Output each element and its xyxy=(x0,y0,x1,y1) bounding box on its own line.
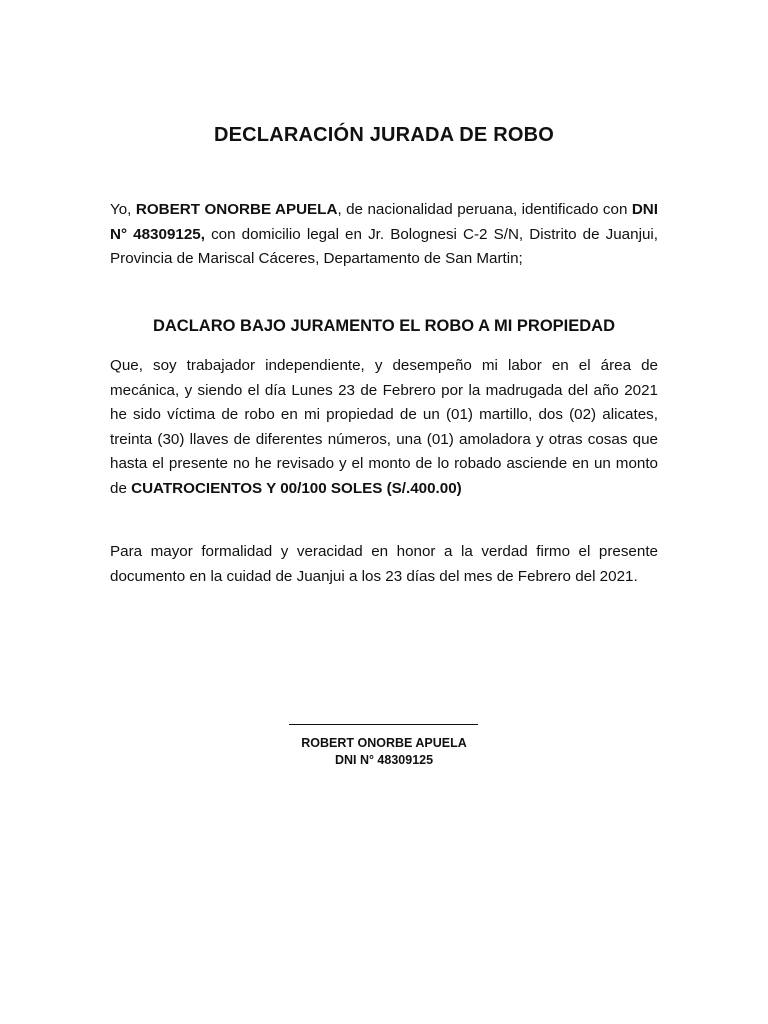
intro-after-name: , de nacionalidad peruana, identificado con xyxy=(337,201,632,218)
intro-yo: Yo, xyxy=(110,201,136,218)
signature-line xyxy=(289,724,478,725)
intro-paragraph xyxy=(110,198,658,272)
intro-after-dni: con domicilio legal en Jr. Bolognesi C-2 S/N, Distrito de Juanjui, Provincia de Mariscal Cáceres, Departamento de San Martin; xyxy=(110,225,658,267)
stolen-amount: CUATROCIENTOS Y 00/100 SOLES (S/.400.00) xyxy=(131,479,462,497)
body-paragraph xyxy=(110,354,658,501)
body-text: Que, soy trabajador independiente, y desempeño mi labor en el área de mecánica, y siendo el día Lunes 23 de Febrero por la madrugada del año 2021 he sido víctima de robo en mi propiedad de un (01) martillo, dos (02) alicates, treinta (30) llaves de diferentes números, una (01) amoladora y otras cosas que hasta el presente no he revisado y el monto de lo robado asciende en un monto de xyxy=(110,357,658,497)
signature-name: ROBERT ONORBE APUELA xyxy=(301,736,467,750)
declaration-subtitle: DACLARO BAJO JURAMENTO EL ROBO A MI PROPIEDAD xyxy=(152,317,616,335)
closing-paragraph: Para mayor formalidad y veracidad en honor a la verdad firmo el presente documento en la cuidad de Juanjui a los 23 días del mes de Febrero del 2021. xyxy=(110,543,658,585)
declarant-dni: DNI N° 48309125, xyxy=(110,201,658,243)
signature-dni: DNI N° 48309125 xyxy=(334,753,434,767)
declarant-name: ROBERT ONORBE APUELA xyxy=(135,201,338,218)
document-title: DECLARACIÓN JURADA DE ROBO xyxy=(213,124,555,146)
